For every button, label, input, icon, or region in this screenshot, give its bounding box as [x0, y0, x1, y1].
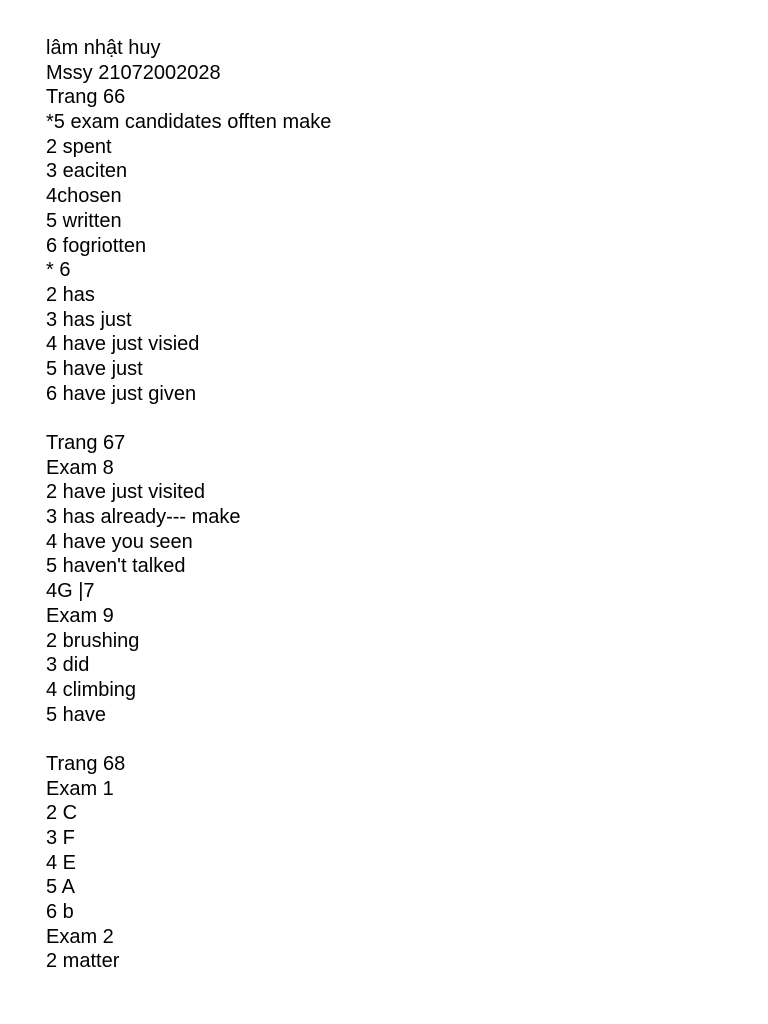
exercise-heading: Exam 8 — [46, 456, 114, 479]
exercise-heading: Exam 9 — [46, 604, 114, 627]
answer-line: 2 have just visited — [46, 481, 205, 504]
exercise-heading: Exam 2 — [46, 925, 114, 948]
answer-line: 2 spent — [46, 135, 112, 158]
answer-line: 3 did — [46, 654, 90, 677]
answer-line: 4 have you seen — [46, 530, 193, 553]
answer-line: 6 fogriotten — [46, 234, 147, 257]
author-name: lâm nhật huy — [46, 37, 161, 59]
answer-line: 5 written — [46, 209, 122, 232]
answer-line: 5 have just — [46, 357, 143, 380]
answer-line: 4G |7 — [46, 580, 95, 603]
answer-line: 3 eaciten — [46, 160, 128, 183]
exercise-heading: *5 exam candidates offten make — [46, 111, 332, 134]
exercise-heading: Exam 1 — [46, 777, 114, 800]
blank-line — [46, 727, 746, 752]
answer-line: 2 matter — [46, 950, 120, 973]
answer-line: 2 brushing — [46, 629, 140, 652]
answer-line: 2 has — [46, 283, 95, 306]
answer-line: 5 A — [46, 876, 75, 899]
note-body — [46, 36, 746, 974]
answer-line: 4 E — [46, 851, 77, 874]
answer-line: 3 F — [46, 827, 75, 849]
blank-line — [46, 406, 746, 431]
answer-line: 6 b — [46, 901, 74, 924]
student-id: Mssy 21072002028 — [46, 61, 221, 84]
answer-line: 6 have just given — [46, 382, 197, 405]
answer-line: 5 have — [46, 703, 107, 726]
answer-line: 5 haven't talked — [46, 555, 186, 578]
answer-line: 4 have just visied — [46, 333, 200, 356]
answer-line: 2 C — [46, 802, 78, 825]
answer-line: 4chosen — [46, 185, 122, 208]
answer-line: 4 climbing — [46, 678, 137, 701]
exercise-heading: * 6 — [46, 259, 71, 282]
page-heading: Trang 66 — [46, 86, 126, 109]
answer-line: 3 has just — [46, 308, 132, 331]
page-heading: Trang 68 — [46, 752, 126, 775]
answer-line: 3 has already--- make — [46, 506, 241, 529]
page-heading: Trang 67 — [46, 432, 126, 454]
